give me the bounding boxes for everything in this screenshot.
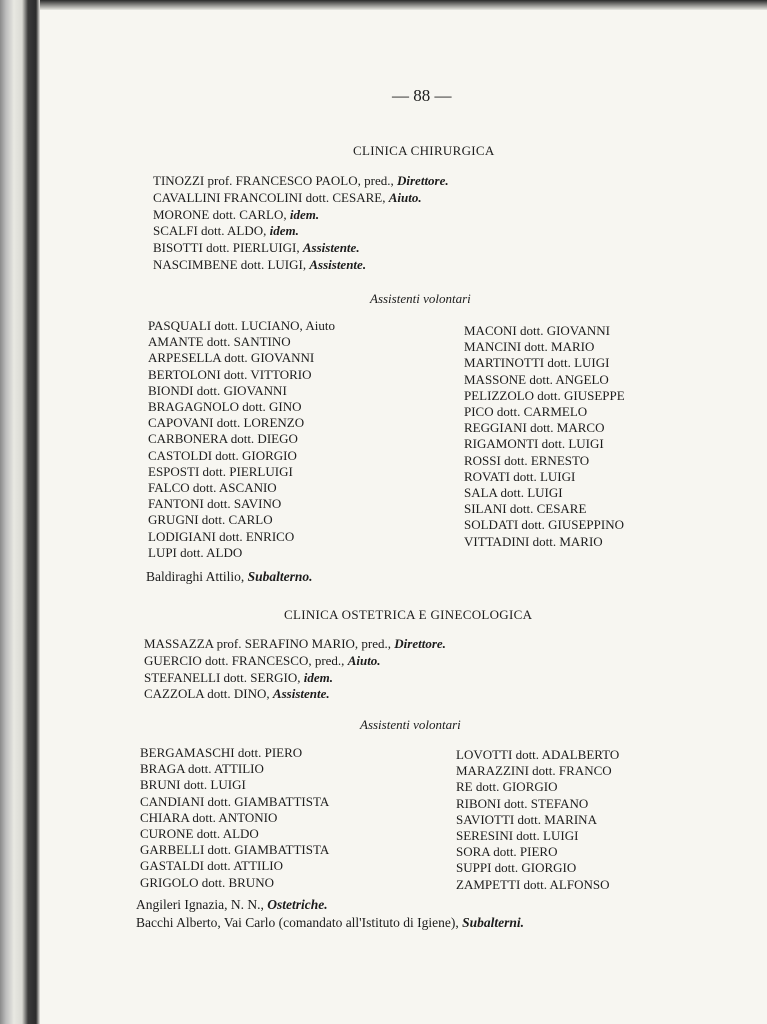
- volunteers-left-column: [140, 745, 329, 891]
- section-title-clinica-ostetrica: CLINICA OSTETRICA E GINECOLOGICA: [284, 607, 533, 622]
- list-item: SALA dott. LUIGI: [464, 485, 563, 501]
- list-item: MACONI dott. GIOVANNI: [464, 323, 611, 338]
- list-item: SERESINI dott. LUIGI: [456, 828, 579, 844]
- list-item: PASQUALI dott. LUCIANO, Aiuto: [148, 318, 335, 333]
- list-item: MARTINOTTI dott. LUIGI: [464, 355, 610, 371]
- list-item: VITTADINI dott. MARIO: [464, 533, 603, 549]
- list-item: MARAZZINI dott. FRANCO: [456, 763, 612, 779]
- staff-line: CAVALLINI FRANCOLINI dott. CESARE, Aiuto.: [153, 189, 422, 205]
- list-item: BERGAMASCHI dott. PIERO: [140, 745, 303, 760]
- list-item: RE dott. GIORGIO: [456, 779, 558, 795]
- list-item: CHIARA dott. ANTONIO: [140, 809, 278, 825]
- list-item: CURONE dott. ALDO: [140, 826, 259, 842]
- list-item: SUPPI dott. GIORGIO: [456, 860, 577, 876]
- list-item: LUPI dott. ALDO: [148, 544, 243, 560]
- list-item: GARBELLI dott. GIAMBATTISTA: [140, 842, 330, 858]
- staff-line: NASCIMBENE dott. LUIGI, Assistente.: [153, 256, 367, 272]
- staff-list-chirurgica: [153, 173, 449, 274]
- list-item: ROSSI dott. ERNESTO: [464, 452, 590, 468]
- scan-top-edge: [0, 0, 767, 10]
- list-item: BERTOLONI dott. VITTORIO: [148, 366, 312, 382]
- list-item: SILANI dott. CESARE: [464, 501, 587, 517]
- page-number: — 88 —: [392, 86, 452, 105]
- list-item: FANTONI dott. SAVINO: [148, 496, 282, 512]
- list-item: MASSONE dott. ANGELO: [464, 371, 609, 387]
- list-item: ESPOSTI dott. PIERLUIGI: [148, 463, 293, 479]
- list-item: ARPESELLA dott. GIOVANNI: [148, 350, 315, 366]
- list-item: PICO dott. CARMELO: [464, 404, 588, 420]
- list-item: CANDIANI dott. GIAMBATTISTA: [140, 793, 330, 809]
- list-item: CASTOLDI dott. GIORGIO: [148, 447, 297, 463]
- list-item: SOLDATI dott. GIUSEPPINO: [464, 517, 624, 533]
- staff-line: STEFANELLI dott. SERGIO, idem.: [144, 669, 333, 685]
- list-item: SAVIOTTI dott. MARINA: [456, 811, 597, 827]
- staff-line: GUERCIO dott. FRANCESCO, pred., Aiuto.: [144, 652, 381, 668]
- book-binding-edge: [0, 0, 40, 1024]
- list-item: PELIZZOLO dott. GIUSEPPE: [464, 387, 625, 403]
- volunteers-right-column: [464, 323, 625, 550]
- list-item: AMANTE dott. SANTINO: [148, 334, 291, 350]
- list-item: FALCO dott. ASCANIO: [148, 480, 277, 496]
- list-item: SORA dott. PIERO: [456, 844, 558, 860]
- list-item: CAPOVANI dott. LORENZO: [148, 415, 305, 431]
- list-item: BIONDI dott. GIOVANNI: [148, 382, 287, 398]
- list-item: RIGAMONTI dott. LUIGI: [464, 436, 604, 452]
- subalterns-line: Angileri Ignazia, N. N., Ostetriche.: [136, 897, 328, 912]
- volunteers-left-column: [148, 318, 335, 561]
- volunteers-heading: Assistenti volontari: [360, 717, 461, 732]
- list-item: GASTALDI dott. ATTILIO: [140, 858, 284, 874]
- list-item: LOVOTTI dott. ADALBERTO: [456, 747, 620, 762]
- list-item: ZAMPETTI dott. ALFONSO: [456, 876, 610, 892]
- list-item: MANCINI dott. MARIO: [464, 339, 595, 355]
- list-item: CARBONERA dott. DIEGO: [148, 431, 298, 447]
- staff-line: MASSAZZA prof. SERAFINO MARIO, pred., Direttore.: [144, 636, 446, 651]
- list-item: BRAGA dott. ATTILIO: [140, 761, 264, 777]
- list-item: GRIGOLO dott. BRUNO: [140, 874, 274, 890]
- list-item: BRUNI dott. LUIGI: [140, 777, 246, 793]
- list-item: REGGIANI dott. MARCO: [464, 420, 605, 436]
- list-item: RIBONI dott. STEFANO: [456, 795, 589, 811]
- list-item: BRAGAGNOLO dott. GINO: [148, 399, 302, 415]
- volunteers-heading: Assistenti volontari: [370, 291, 471, 306]
- subalterns-line: Bacchi Alberto, Vai Carlo (comandato all'Istituto di Igiene), Subalterni.: [136, 915, 525, 930]
- staff-line: TINOZZI prof. FRANCESCO PAOLO, pred., Direttore.: [153, 173, 449, 188]
- subalterns-line: Baldiraghi Attilio, Subalterno.: [146, 569, 313, 584]
- list-item: ROVATI dott. LUIGI: [464, 468, 576, 484]
- list-item: GRUGNI dott. CARLO: [148, 512, 273, 528]
- staff-line: CAZZOLA dott. DINO, Assistente.: [144, 686, 330, 702]
- section-title-clinica-chirurgica: CLINICA CHIRURGICA: [353, 143, 495, 158]
- staff-list-ostetrica: [144, 636, 446, 703]
- staff-line: MORONE dott. CARLO, idem.: [153, 206, 320, 222]
- list-item: LODIGIANI dott. ENRICO: [148, 528, 295, 544]
- staff-line: BISOTTI dott. PIERLUIGI, Assistente.: [153, 240, 360, 256]
- staff-line: SCALFI dott. ALDO, idem.: [153, 223, 299, 239]
- volunteers-right-column: [456, 747, 619, 893]
